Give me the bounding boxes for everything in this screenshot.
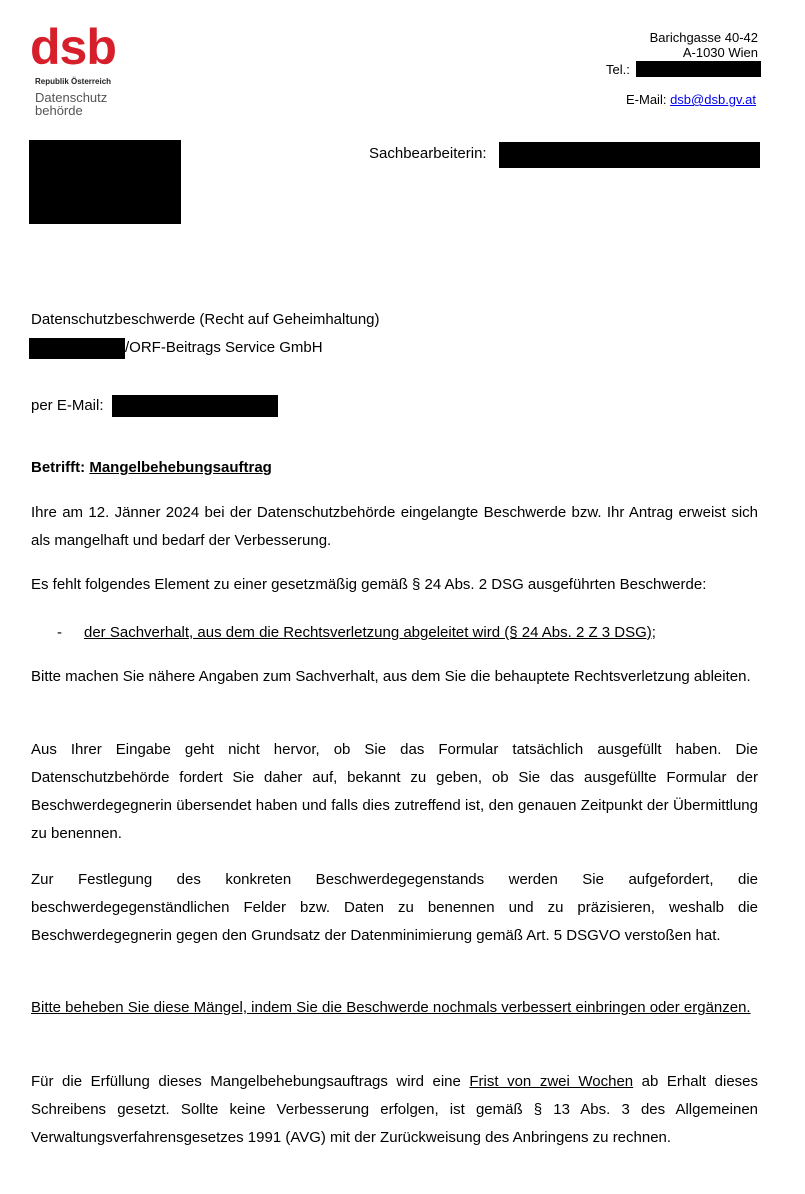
- via-label: per E-Mail:: [31, 397, 104, 414]
- paragraph-1: Ihre am 12. Jänner 2024 bei der Datenschutzbehörde eingelangte Beschwerde bzw. Ihr Antrag erweist sich als mangelhaft und bedarf der Verbesserung.: [31, 504, 758, 549]
- email-link[interactable]: dsb@dsb.gv.at: [670, 92, 757, 107]
- betrifft-row: [31, 459, 272, 476]
- paragraph-4: Aus Ihrer Eingabe geht nicht hervor, ob Sie das Formular tatsächlich ausgefüllt haben. Die Datenschutzbehörde fordert Sie daher auf, bekannt zu geben, ob Sie das ausgefüllte Formular der Beschwerdegegnerin übersendet haben und falls dies zutreffend ist, den genauen Zeitpunkt der Übermittlung zu benennen.: [31, 741, 758, 842]
- redacted-phone: [636, 61, 761, 77]
- logo-name-line2: behörde: [35, 103, 83, 118]
- paragraph-2: Es fehlt folgendes Element zu einer gesetzmäßig gemäß § 24 Abs. 2 DSG ausgeführten Beschwerde:: [31, 576, 707, 593]
- paragraph-3: Bitte machen Sie nähere Angaben zum Sachverhalt, aus dem Sie die behauptete Rechtsverletzung ableiten.: [31, 668, 751, 685]
- clerk-label: Sachbearbeiterin:: [369, 145, 487, 162]
- logo-authority-name: [35, 91, 107, 117]
- logo-name-line1: Datenschutz: [35, 90, 108, 105]
- betrifft-label: Betrifft:: [31, 459, 86, 476]
- subject-line2: /ORF-Beitrags Service GmbH: [125, 339, 323, 356]
- address-line1: Barichgasse 40-42: [649, 30, 758, 45]
- email-label: E-Mail:: [626, 92, 667, 107]
- bullet-item: der Sachverhalt, aus dem die Rechtsverletzung abgeleitet wird (§ 24 Abs. 2 Z 3 DSG);: [84, 624, 656, 641]
- betrifft-value: Mangelbehebungsauftrag: [89, 459, 272, 476]
- redacted-clerk: [499, 142, 760, 168]
- logo-republic-text: Republik Österreich: [35, 77, 112, 86]
- paragraph-5: Zur Festlegung des konkreten Beschwerdegegenstands werden Sie aufgefordert, die beschwerdegegenständlichen Felder bzw. Daten zu benennen und zu präzisieren, weshalb die Beschwerdegegnerin gegen den Grundsatz der Datenminimierung gemäß Art. 5 DSGVO verstoßen hat.: [31, 871, 758, 944]
- address-line2: A-1030 Wien: [682, 45, 758, 60]
- deadline-text: Frist von zwei Wochen: [469, 1073, 634, 1090]
- email-row: [626, 92, 756, 107]
- redacted-complainant: [29, 338, 125, 359]
- paragraph-6: Bitte beheben Sie diese Mängel, indem Sie die Beschwerde nochmals verbessert einbringen oder ergänzen.: [31, 999, 751, 1016]
- subject-line1: Datenschutzbeschwerde (Recht auf Geheimhaltung): [31, 311, 380, 328]
- paragraph-7-start: Für die Erfüllung dieses Mangelbehebungsauftrags wird eine: [31, 1073, 470, 1090]
- dsb-logo: dsb: [30, 19, 116, 75]
- redacted-recipient: [29, 140, 181, 224]
- tel-label: Tel.:: [606, 62, 630, 77]
- paragraph-7: [31, 1068, 758, 1152]
- paragraph-7-end: ab Erhalt dieses Schreibens gesetzt. Sollte keine Verbesserung erfolgen, ist gemäß § 13 Abs. 3 des Allgemeinen Verwaltungsverfahrensgesetzes 1991 (AVG) mit der Zurückweisung des Anbringens zu rechnen.: [31, 1073, 759, 1146]
- redacted-email: [112, 395, 278, 417]
- bullet-marker: -: [57, 624, 62, 641]
